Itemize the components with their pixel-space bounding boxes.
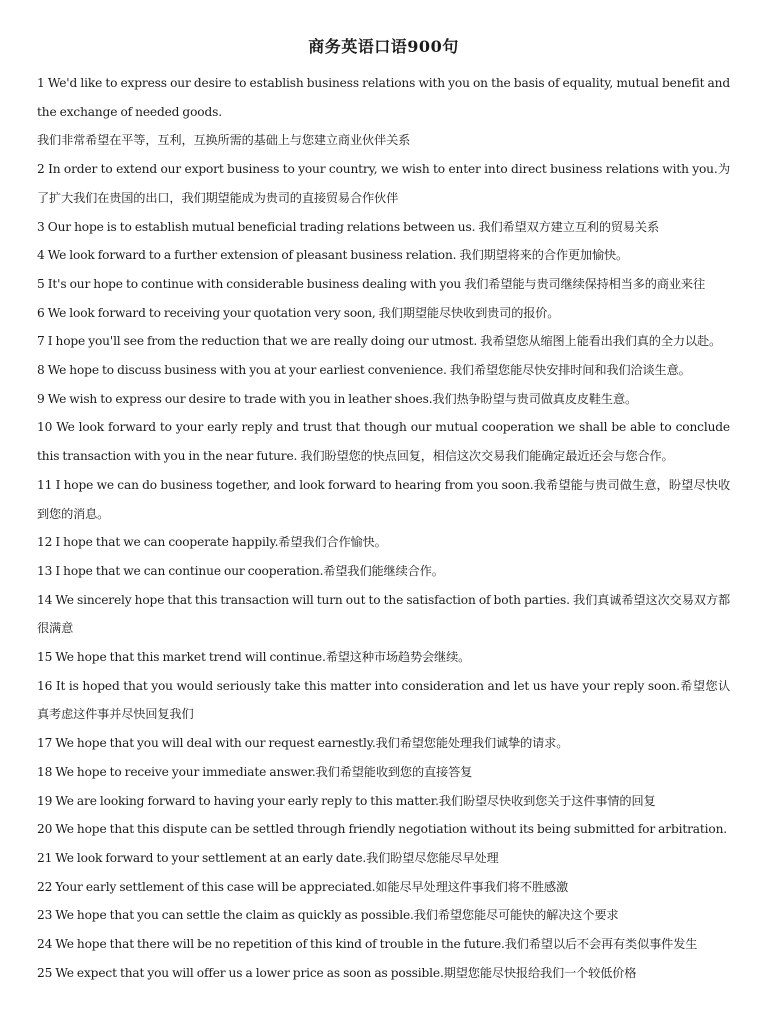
phrase-entry-9: 9 We wish to express our desire to trade with you in leather shoes.我们热争盼望与贵司做真皮皮鞋生意。 (37, 391, 638, 406)
phrase-entry-1: 1 We'd like to express our desire to establish business relations with you on the basis of equality, mutual benefit and the exchange of needed goods. (37, 76, 730, 119)
phrase-entry-4: 4 We look forward to a further extension of pleasant business relation. 我们期望将来的合作更加愉快。 (37, 248, 629, 263)
phrase-entry-22: 22 Your early settlement of this case will be appreciated.如能尽早处理这件事我们将不胜感激 (37, 879, 568, 894)
phrase-entry-15: 15 We hope that this market trend will continue.希望这种市场趋势会继续。 (37, 650, 471, 665)
phrase-entry-21: 21 We look forward to your settlement at an early date.我们盼望尽您能尽早处理 (37, 850, 499, 865)
phrase-entry-14: 14 We sincerely hope that this transaction will turn out to the satisfaction of both parties. 我们真诚希望这次交易双方都很满意 (37, 592, 730, 636)
phrase-entry-23: 23 We hope that you can settle the claim as quickly as possible.我们希望您能尽可能快的解决这个要求 (37, 908, 619, 923)
phrase-entry-13: 13 I hope that we can continue our cooperation.希望我们能继续合作。 (37, 563, 444, 578)
phrase-entry-2: 2 In order to extend our export business to your country, we wish to enter into direct business relations with you.为了扩大我们在贵国的出口，我们期望能成为贵司的直接贸易合作伙伴 (37, 162, 730, 205)
phrase-entry-8: 8 We hope to discuss business with you at your earliest convenience. 我们希望您能尽快安排时间和我们洽谈生意。 (37, 363, 691, 378)
phrase-entry-25: 25 We expect that you will offer us a lower price as soon as possible.期望您能尽快报给我们一个较低价格 (37, 965, 637, 980)
phrase-entry-20: 20 We hope that this dispute can be settled through friendly negotiation without its being submitted for arbitration. (37, 822, 728, 837)
phrase-entry-5: 5 It's our hope to continue with considerable business dealing with you 我们希望能与贵司继续保持相当多的商业来往 (37, 276, 705, 291)
document-title: 商务英语口语900句 (308, 37, 459, 56)
phrase-list (37, 69, 730, 988)
phrase-entry-17: 17 We hope that you will deal with our request earnestly.我们希望您能处理我们诚挚的请求。 (37, 736, 569, 751)
phrase-entry-19: 19 We are looking forward to having your early reply to this matter.我们盼望尽快收到您关于这件事情的回复 (37, 793, 656, 808)
phrase-entry-6: 6 We look forward to receiving your quotation very soon, 我们期望能尽快收到贵司的报价。 (37, 305, 560, 320)
phrase-entry-7: 7 I hope you'll see from the reduction that we are really doing our utmost. 我希望您从缩图上能看出我们真的全力以赴。 (37, 334, 722, 349)
phrase-entry-3: 3 Our hope is to establish mutual beneficial trading relations between us. 我们希望双方建立互利的贸易关系 (37, 219, 660, 234)
phrase-entry-11: 11 I hope we can do business together, and look forward to hearing from you soon.我希望能与贵司做生意，盼望尽快收到您的消息。 (37, 477, 730, 521)
phrase-entry-1-translation: 我们非常希望在平等，互利，互换所需的基础上与您建立商业伙伴关系 (37, 133, 411, 148)
phrase-entry-16: 16 It is hoped that you would seriously take this matter into consideration and let us have your reply soon.希望您认真考虑这件事并尽快回复我们 (37, 678, 730, 722)
phrase-entry-10: 10 We look forward to your early reply and trust that though our mutual cooperation we shall be able to conclude this transaction with you in the near future. 我们盼望您的快点回复，相信这次交易我们能确定最近还会与您合作。 (37, 420, 730, 464)
phrase-entry-12: 12 I hope that we can cooperate happily.希望我们合作愉快。 (37, 535, 387, 550)
phrase-entry-18: 18 We hope to receive your immediate answer.我们希望能收到您的直接答复 (37, 764, 473, 779)
phrase-entry-24: 24 We hope that there will be no repetition of this kind of trouble in the future.我们希望以后不会再有类似事件发生 (37, 937, 698, 952)
